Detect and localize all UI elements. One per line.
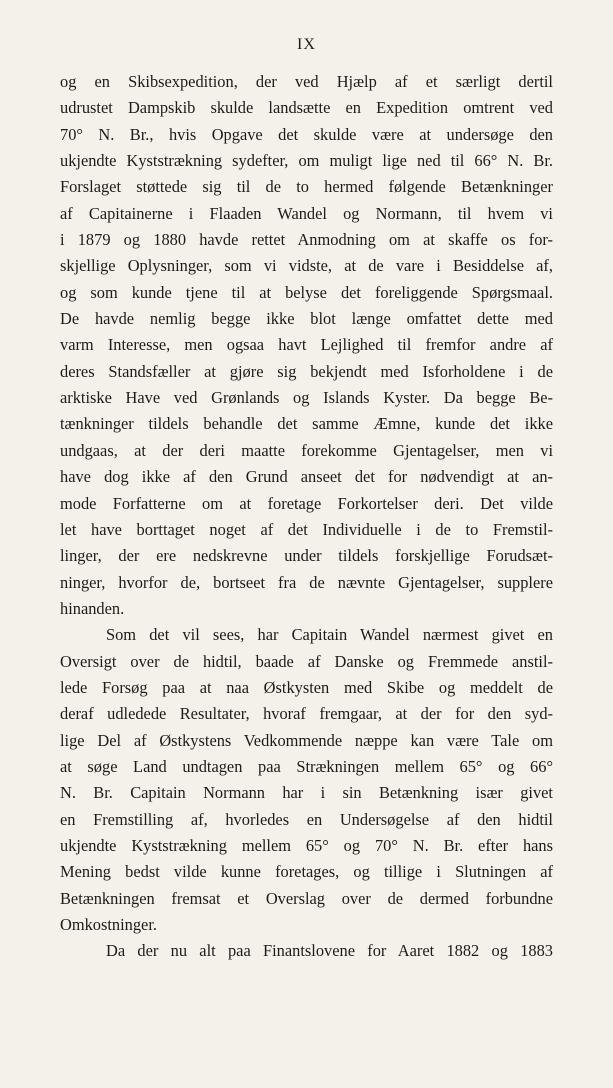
text-line: 70° N. Br., hvis Opgave det skulde være at undersøge den [60, 124, 553, 144]
text-line: undgaas, at der deri maatte forekomme Gjentagelser, men vi [60, 440, 553, 460]
text-line: linger, der ere nedskrevne under tildels forskjellige Forudsæt- [60, 546, 553, 566]
text-line: ukjendte Kyststrækning sydefter, om muligt lige ned til 66° N. Br. [60, 151, 553, 171]
text-line: Som det vil sees, har Capitain Wandel nærmest givet en [106, 625, 553, 645]
text-line: N. Br. Capitain Normann har i sin Betænkning især givet [60, 783, 553, 803]
text-line: en Fremstilling af, hvorledes en Undersøgelse af den hidtil [60, 809, 553, 829]
text-line: deraf udledede Resultater, hvoraf fremgaar, at der for den syd- [60, 704, 553, 724]
text-line: lede Forsøg paa at naa Østkysten med Skibe og meddelt de [60, 677, 553, 697]
text-line: ninger, hvorfor de, bortseet fra de nævnte Gjentagelser, supplere [60, 572, 553, 592]
text-line: Oversigt over de hidtil, baade af Danske og Fremmede anstil- [60, 651, 553, 671]
paragraph-2 [60, 622, 553, 938]
paragraph-1 [60, 69, 553, 622]
text-line: Betænkningen fremsat et Overslag over de dermed forbundne [60, 888, 553, 908]
text-line: De havde nemlig begge ikke blot længe omfattet dette med [60, 309, 553, 329]
text-line: Omkostninger. [60, 915, 157, 934]
text-line: skjellige Oplysninger, som vi vidste, at de vare i Besiddelse af, [60, 256, 553, 276]
text-line: varm Interesse, men ogsaa havt Lejlighed til fremfor andre af [60, 335, 553, 355]
text-line: og en Skibsexpedition, der ved Hjælp af et særligt dertil [60, 72, 553, 91]
text-line: ukjendte Kyststrækning mellem 65° og 70° N. Br. efter hans [60, 835, 553, 855]
text-line: i 1879 og 1880 havde rettet Anmodning om at skaffe os for- [60, 230, 553, 250]
text-line: af Capitainerne i Flaaden Wandel og Normann, til hvem vi [60, 203, 553, 223]
text-line: mode Forfatterne om at foretage Forkortelser deri. Det vilde [60, 493, 553, 513]
body-text [60, 69, 553, 965]
text-line: deres Standsfæller at gjøre sig bekjendt med Isforholdene i de [60, 361, 553, 381]
text-line: Da der nu alt paa Finantslovene for Aaret 1882 og 1883 [106, 941, 553, 961]
text-line: og som kunde tjene til at belyse det foreliggende Spørgsmaal. [60, 282, 553, 302]
text-line: let have borttaget noget af det Individuelle i de to Fremstil- [60, 519, 553, 539]
paragraph-3 [60, 938, 553, 964]
text-line: lige Del af Østkystens Vedkommende næppe kan være Tale om [60, 730, 553, 750]
text-line: Mening bedst vilde kunne foretages, og tillige i Slutningen af [60, 862, 553, 882]
page-number: IX [297, 36, 316, 53]
text-line: arktiske Have ved Grønlands og Islands Kyster. Da begge Be- [60, 388, 553, 408]
text-line: have dog ikke af den Grund anseet det for nødvendigt at an- [60, 467, 553, 487]
text-line: at søge Land undtagen paa Strækningen mellem 65° og 66° [60, 756, 553, 776]
text-line: tænkninger tildels behandle det samme Æmne, kunde det ikke [60, 414, 553, 434]
text-line: hinanden. [60, 598, 125, 618]
text-line: udrustet Dampskib skulde landsætte en Expedition omtrent ved [60, 98, 553, 118]
text-line: Forslaget støttede sig til de to hermed følgende Betænkninger [60, 177, 553, 197]
